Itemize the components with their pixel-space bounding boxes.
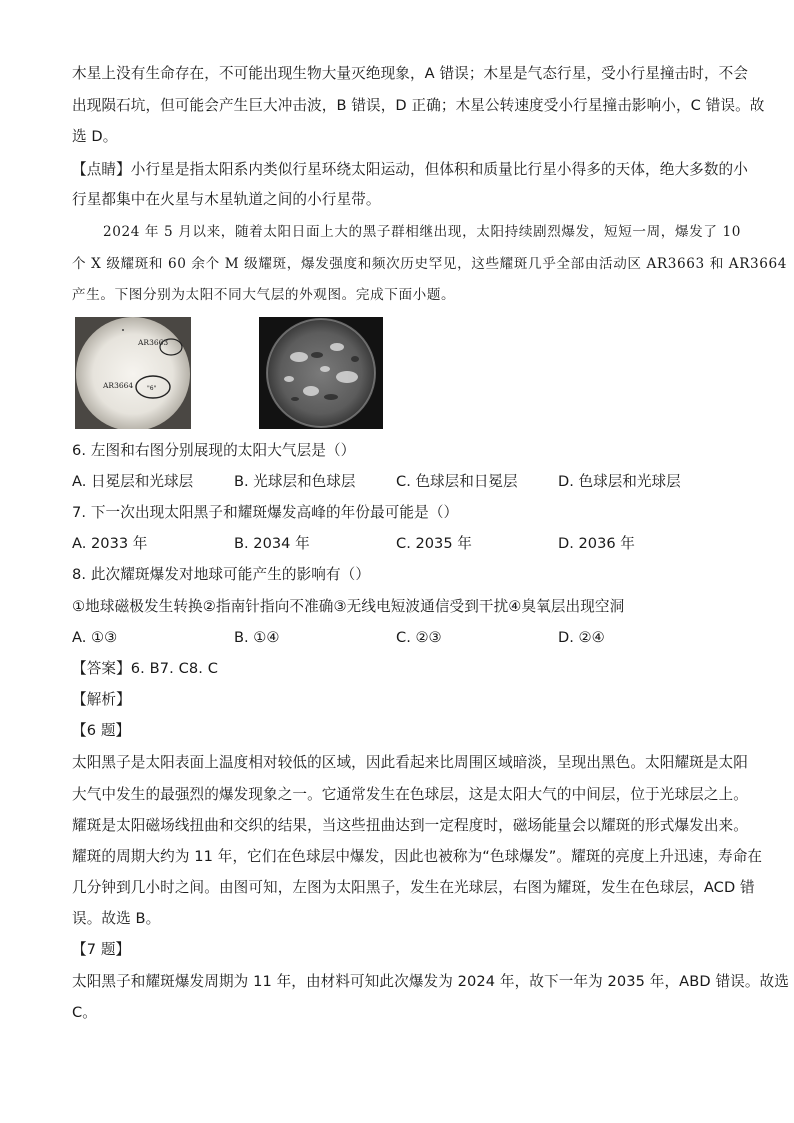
q6-option-d: D. 色球层和光球层 (558, 473, 681, 490)
q6-option-a: A. 日冕层和光球层 (72, 473, 194, 490)
q6-option-c: C. 色球层和日冕层 (396, 473, 518, 490)
sunspot-mark: "6" (147, 385, 157, 392)
q8-option-d: D. ②④ (558, 629, 605, 646)
q6-option-b: B. 光球层和色球层 (234, 473, 356, 490)
q6-heading: 【6 题】 (72, 722, 131, 739)
ar3664-label: AR3664 (103, 381, 134, 390)
analysis-line: 耀斑是太阳磁场线扭曲和交织的结果，当这些扭曲达到一定程度时，磁场能量会以耀斑的形式爆发出来。 (72, 817, 748, 834)
material-line: 个 X 级耀斑和 60 余个 M 级耀斑，爆发强度和频次历史罕见，这些耀斑几乎全部由活动区 AR3663 和 AR3664 (72, 256, 788, 272)
analysis-line: C。 (72, 1004, 97, 1021)
analysis-line: 误。故选 B。 (72, 910, 161, 927)
analysis-line: 太阳黑子和耀斑爆发周期为 11 年，由材料可知此次爆发为 2024 年，故下一年为 2035 年，ABD 错误。故选 (72, 973, 789, 990)
analysis-heading: 【解析】 (72, 691, 131, 708)
material-line: 产生。下图分别为太阳不同大气层的外观图。完成下面小题。 (72, 287, 456, 303)
text-line: 出现陨石坑，但可能会产生巨大冲击波，B 错误，D 正确；木星公转速度受小行星撞击影响小，C 错误。故 (72, 97, 765, 114)
q7-option-c: C. 2035 年 (396, 535, 472, 552)
q7-heading: 【7 题】 (72, 941, 131, 958)
analysis-line: 太阳黑子是太阳表面上温度相对较低的区域，因此看起来比周围区域暗淡，呈现出黑色。太阳耀斑是太阳 (72, 754, 748, 771)
question-8-stem: 8. 此次耀斑爆发对地球可能产生的影响有（） (72, 566, 371, 583)
question-8-statements: ①地球磁极发生转换②指南针指向不准确③无线电短波通信受到干扰④臭氧层出现空洞 (72, 598, 625, 615)
text-line: 木星上没有生命存在，不可能出现生物大量灭绝现象，A 错误；木星是气态行星，受小行星撞击时，不会 (72, 65, 749, 82)
q7-option-d: D. 2036 年 (558, 535, 635, 552)
photosphere-image (75, 317, 191, 429)
question-7-stem: 7. 下一次出现太阳黑子和耀斑爆发高峰的年份最可能是（） (72, 504, 459, 521)
q8-option-a: A. ①③ (72, 629, 118, 646)
q8-option-c: C. ②③ (396, 629, 442, 646)
text-line: 选 D。 (72, 128, 118, 145)
q7-option-b: B. 2034 年 (234, 535, 310, 552)
analysis-line: 几分钟到几小时之间。由图可知，左图为太阳黑子，发生在光球层，右图为耀斑，发生在色球层，ACD 错 (72, 879, 755, 896)
answer-line: 【答案】6. B7. C8. C (72, 660, 219, 677)
chromosphere-image (259, 317, 383, 429)
question-6-stem: 6. 左图和右图分别展现的太阳大气层是（） (72, 442, 356, 459)
q8-option-b: B. ①④ (234, 629, 280, 646)
tip-line: 【点睛】小行星是指太阳系内类似行星环绕太阳运动，但体积和质量比行星小得多的天体，绝大多数的小 (72, 161, 748, 178)
analysis-line: 耀斑的周期大约为 11 年，它们在色球层中爆发，因此也被称为“色球爆发”。耀斑的亮度上升迅速，寿命在 (72, 848, 763, 865)
material-line: 2024 年 5 月以来，随着太阳日面上大的黑子群相继出现，太阳持续剧烈爆发，短短一周，爆发了 10 (103, 224, 741, 240)
tip-line: 行星都集中在火星与木星轨道之间的小行星带。 (72, 191, 381, 208)
analysis-line: 大气中发生的最强烈的爆发现象之一。它通常发生在色球层，这是太阳大气的中间层，位于光球层之上。 (72, 786, 748, 803)
ar3663-label: AR3663 (138, 338, 169, 347)
q7-option-a: A. 2033 年 (72, 535, 148, 552)
